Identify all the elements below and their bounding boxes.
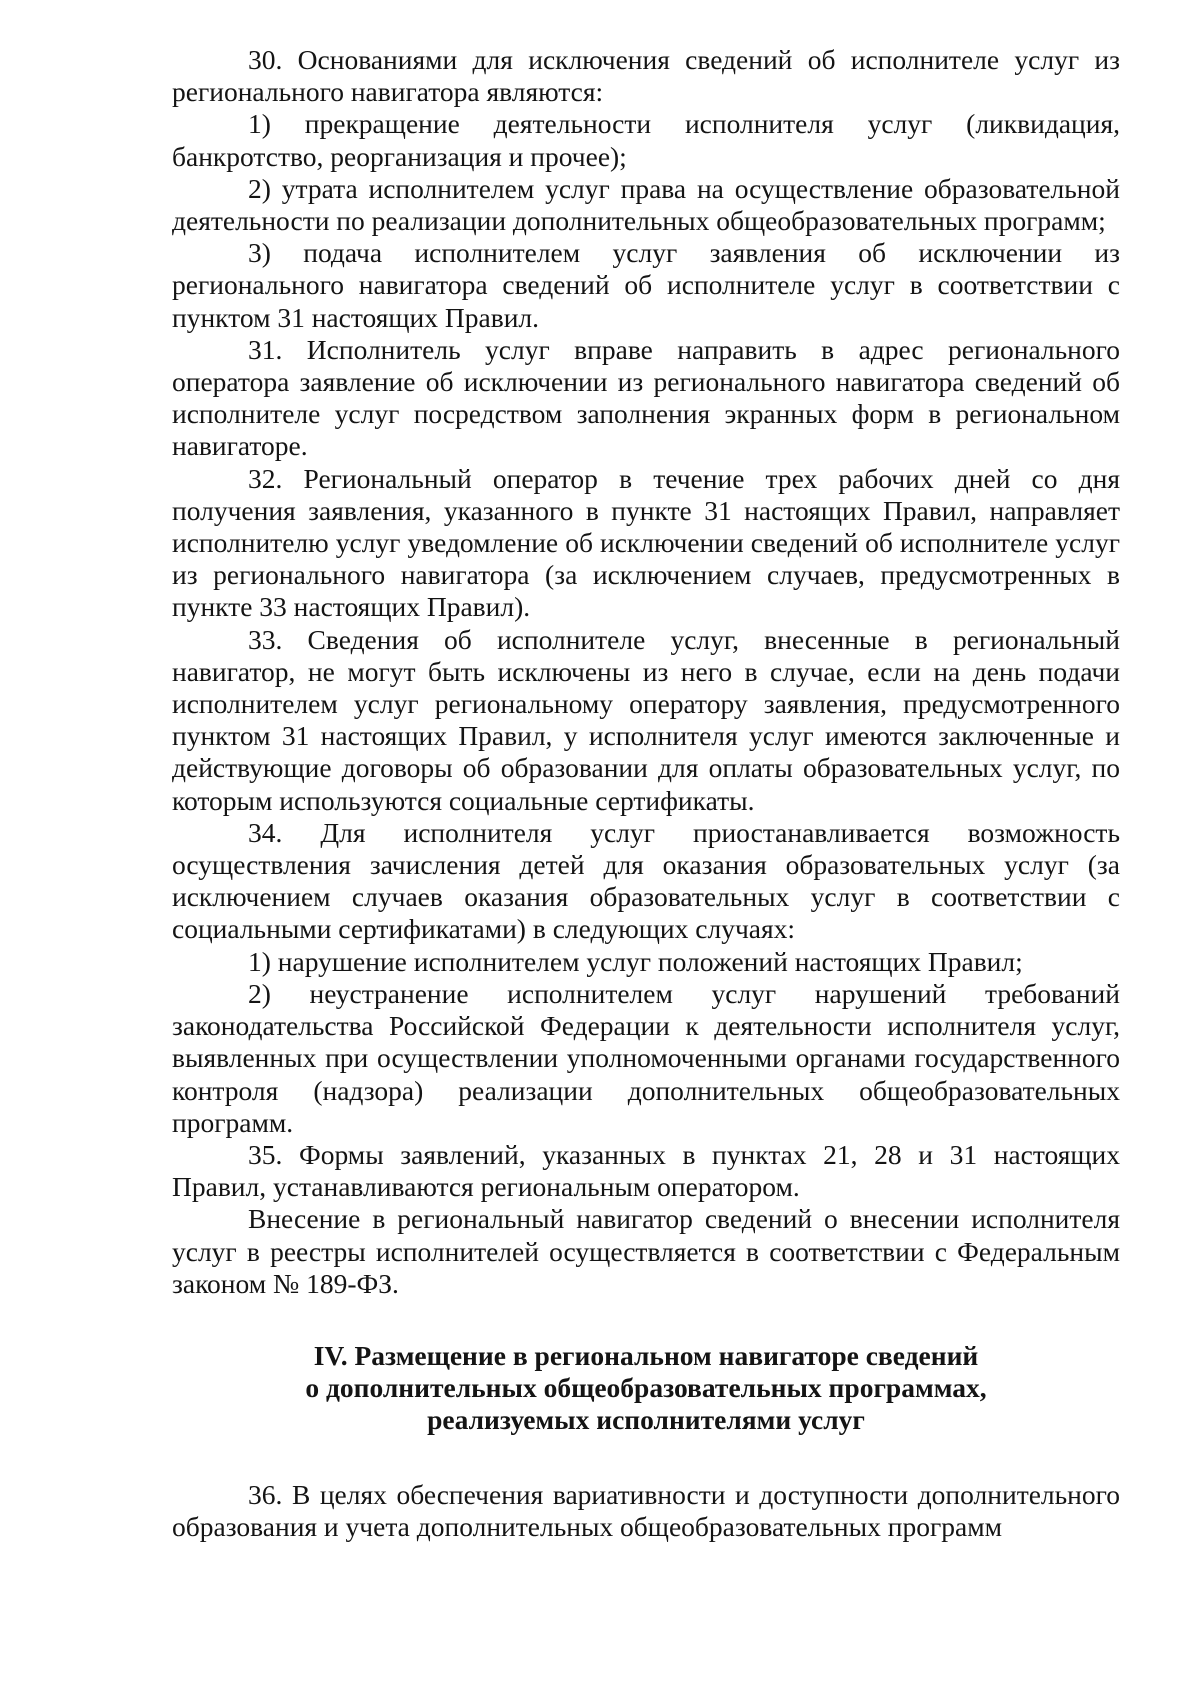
section-heading-line-2: о дополнительных общеобразовательных программах, — [305, 1372, 987, 1404]
section-heading-line-3: реализуемых исполнителями услуг — [427, 1404, 865, 1436]
paragraph-30: 30. Основаниями для исключения сведений об исполнителе услуг из регионального навигатора являются: — [172, 44, 1120, 108]
paragraph-31: 31. Исполнитель услуг вправе направить в адрес регионального оператора заявление об исключении из регионального навигатора сведений об исполнителе услуг посредством заполнения экранных форм в региональном навигаторе. — [172, 333, 1120, 462]
paragraph-32: 32. Региональный оператор в течение трех рабочих дней со дня получения заявления, указанного в пункте 31 настоящих Правил, направляет исполнителю услуг уведомление об исключении сведений об исполнителе услуг из регионального навигатора (за исключением случаев, предусмотренных в пункте 33 настоящих Правил). — [172, 462, 1120, 623]
section-heading-line-1: IV. Размещение в региональном навигаторе сведений — [313, 1339, 979, 1371]
paragraph-34: 34. Для исполнителя услуг приостанавливается возможность осуществления зачисления детей для оказания образовательных услуг (за исключением случаев оказания образовательных услуг в соответствии с социальными сертификатами) в следующих случаях: — [172, 816, 1120, 945]
paragraph-35: 35. Формы заявлений, указанных в пунктах 21, 28 и 31 настоящих Правил, устанавливаются региональным оператором. — [172, 1138, 1120, 1203]
document-body — [172, 44, 1120, 1543]
paragraph-34-item-1: 1) нарушение исполнителем услуг положений настоящих Правил; — [248, 945, 1023, 977]
paragraph-36: 36. В целях обеспечения вариативности и доступности дополнительного образования и учета дополнительных общеобразовательных программ — [172, 1478, 1120, 1542]
paragraph-33: 33. Сведения об исполнителе услуг, внесенные в региональный навигатор, не могут быть исключены из него в случае, если на день подачи исполнителем услуг региональному оператору заявления, предусмотренного пунктом 31 настоящих Правил, у исполнителя услуг имеются заключенные и действующие договоры об образовании для оплаты образовательных услуг, по которым используются социальные сертификаты. — [172, 623, 1120, 816]
section-heading — [172, 1340, 1120, 1437]
paragraph-30-item-2: 2) утрата исполнителем услуг права на осуществление образовательной деятельности по реализации дополнительных общеобразовательных программ; — [172, 172, 1120, 237]
paragraph-30-item-3: 3) подача исполнителем услуг заявления об исключении из регионального навигатора сведений об исполнителе услуг в соответствии с пунктом 31 настоящих Правил. — [172, 237, 1120, 333]
paragraph-34-item-2: 2) неустранение исполнителем услуг нарушений требований законодательства Российской Федерации к деятельности исполнителя услуг, выявленных при осуществлении уполномоченными органами государственного контроля (надзора) реализации дополнительных общеобразовательных программ. — [172, 977, 1120, 1138]
paragraph-30-item-1: 1) прекращение деятельности исполнителя услуг (ликвидация, банкротство, реорганизация и прочее); — [172, 108, 1120, 172]
paragraph-35-note: Внесение в региональный навигатор сведений о внесении исполнителя услуг в реестры исполнителей осуществляется в соответствии с Федеральным законом № 189-ФЗ. — [172, 1203, 1120, 1299]
